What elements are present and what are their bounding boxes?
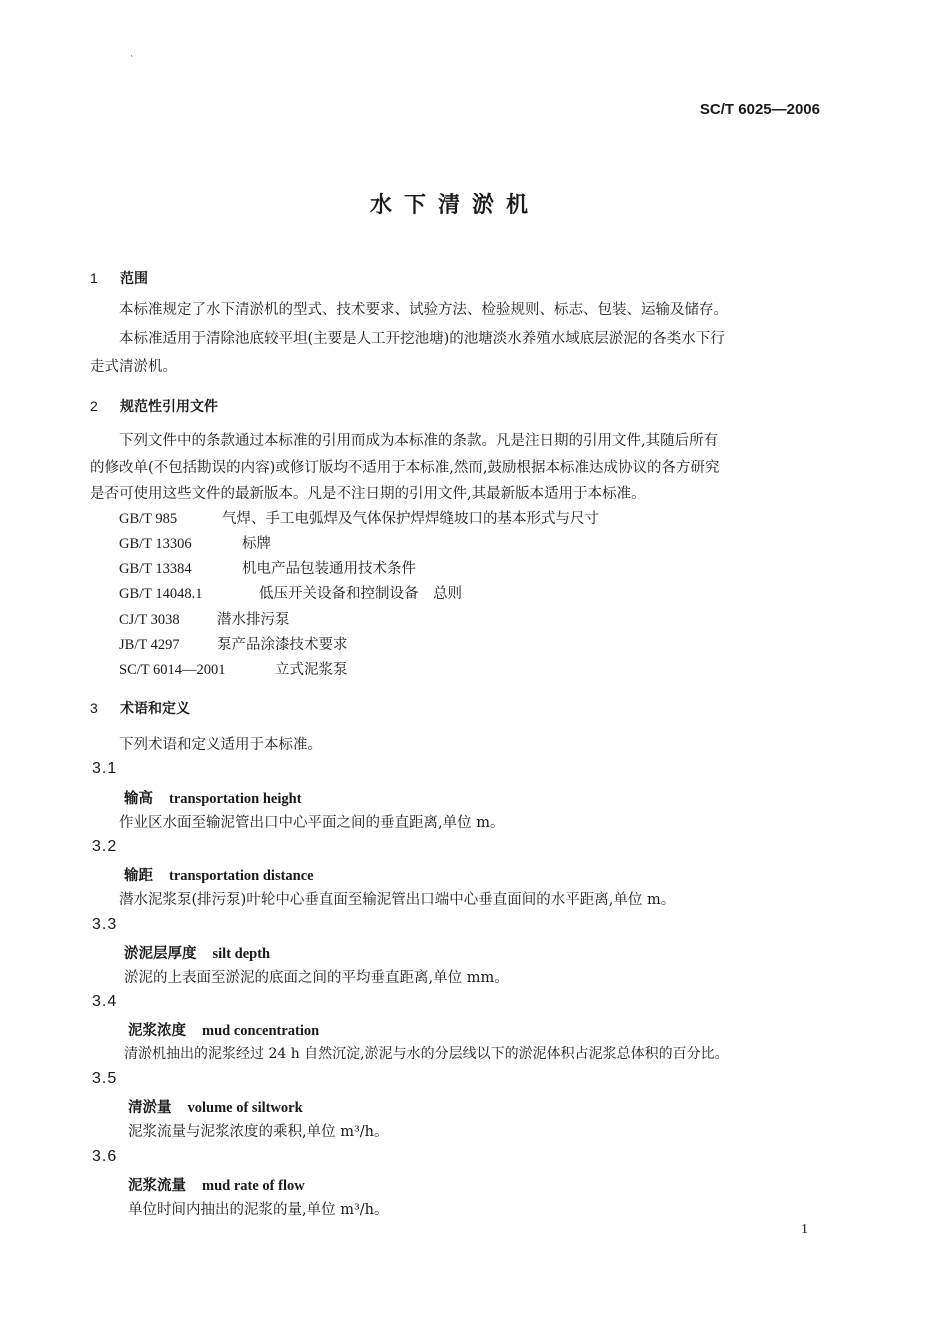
reference-item — [119, 658, 348, 679]
reference-name: 泵产品涂漆技术要求 — [217, 637, 348, 653]
document-title: 水下清淤机 — [369, 193, 540, 218]
section-number: 2 — [90, 398, 98, 414]
term-definition: 作业区水面至输泥管出口中心平面之间的垂直距离,单位 m。 — [119, 815, 505, 831]
paragraph-continuation: 走式清淤机。 — [90, 359, 177, 375]
reference-name: 机电产品包装通用技术条件 — [242, 561, 416, 577]
reference-code: GB/T 14048.1 — [119, 586, 203, 602]
paragraph-continuation: 的修改单(不包括勘误的内容)或修订版均不适用于本标准,然而,鼓励根据本标准达成协议的各方研究 — [90, 460, 720, 476]
term-chinese: 输距 — [124, 867, 153, 884]
term-number: 3.3 — [92, 916, 118, 933]
term-definition: 泥浆流量与泥浆浓度的乘积,单位 m³/h。 — [128, 1124, 389, 1140]
section-title: 规范性引用文件 — [120, 399, 218, 415]
term-definition: 淤泥的上表面至淤泥的底面之间的平均垂直距离,单位 mm。 — [124, 970, 509, 986]
reference-code: GB/T 13384 — [119, 561, 192, 577]
term-heading — [124, 864, 314, 885]
section-title: 术语和定义 — [120, 701, 190, 717]
reference-code: JB/T 4297 — [119, 637, 180, 653]
reference-code: SC/T 6014—2001 — [119, 662, 226, 678]
term-number: 3.1 — [92, 760, 118, 777]
page-number: 1 — [801, 1222, 808, 1237]
paragraph: 下列文件中的条款通过本标准的引用而成为本标准的条款。凡是注日期的引用文件,其随后所有 — [119, 433, 719, 449]
term-number: 3.5 — [92, 1070, 118, 1087]
term-english: transportation distance — [169, 868, 314, 884]
term-english: silt depth — [212, 946, 271, 962]
term-english: volume of siltwork — [187, 1100, 303, 1116]
term-number: 3.4 — [92, 993, 118, 1010]
reference-item — [119, 582, 462, 603]
reference-item — [119, 633, 348, 654]
term-chinese: 泥浆流量 — [128, 1177, 186, 1194]
reference-code: GB/T 13306 — [119, 536, 192, 552]
term-number: 3.2 — [92, 838, 118, 855]
standard-code: SC/T 6025—2006 — [699, 101, 820, 118]
term-chinese: 输高 — [124, 790, 153, 807]
section-title: 范围 — [120, 271, 148, 287]
term-english: transportation height — [169, 791, 302, 807]
term-heading — [128, 1174, 305, 1195]
term-heading — [128, 1019, 319, 1040]
reference-name: 气焊、手工电弧焊及气体保护焊焊缝坡口的基本形式与尺寸 — [222, 511, 599, 527]
term-heading — [124, 942, 270, 963]
term-heading — [128, 1096, 303, 1117]
term-chinese: 淤泥层厚度 — [124, 945, 197, 962]
reference-item — [119, 608, 290, 629]
reference-code: GB/T 985 — [119, 511, 178, 527]
section-2-heading — [90, 396, 218, 416]
reference-code: CJ/T 3038 — [119, 612, 180, 628]
term-chinese: 清淤量 — [128, 1099, 172, 1116]
term-definition: 清淤机抽出的泥浆经过 24 h 自然沉淀,淤泥与水的分层线以下的淤泥体积占泥浆总体积的百分比。 — [124, 1046, 729, 1062]
reference-item — [119, 507, 599, 528]
term-english: mud concentration — [202, 1023, 320, 1039]
term-definition: 单位时间内抽出的泥浆的量,单位 m³/h。 — [128, 1202, 389, 1218]
section-number: 3 — [90, 700, 98, 716]
reference-name: 标牌 — [242, 536, 271, 552]
reference-item — [119, 557, 416, 578]
term-definition: 潜水泥浆泵(排污泵)叶轮中心垂直面至输泥管出口端中心垂直面间的水平距离,单位 m。 — [119, 892, 676, 908]
term-english: mud rate of flow — [202, 1178, 305, 1194]
reference-name: 潜水排污泵 — [217, 612, 290, 628]
section-1-heading — [90, 268, 148, 288]
paragraph: 本标准适用于清除池底较平坦(主要是人工开挖池塘)的池塘淡水养殖水域底层淤泥的各类水下行 — [119, 331, 725, 347]
section-number: 1 — [90, 270, 98, 286]
term-heading — [124, 787, 302, 808]
reference-name: 低压开关设备和控制设备 总则 — [259, 586, 462, 602]
term-number: 3.6 — [92, 1148, 118, 1165]
reference-item — [119, 532, 271, 553]
paragraph: 下列术语和定义适用于本标准。 — [119, 737, 322, 753]
paragraph-continuation: 是否可使用这些文件的最新版本。凡是不注日期的引用文件,其最新版本适用于本标准。 — [90, 486, 646, 502]
term-chinese: 泥浆浓度 — [128, 1022, 186, 1039]
paragraph: 本标准规定了水下清淤机的型式、技术要求、试验方法、检验规则、标志、包装、运输及储存。 — [119, 302, 728, 318]
reference-name: 立式泥浆泵 — [275, 662, 348, 678]
section-3-heading — [90, 698, 190, 718]
scan-speck: ` — [130, 56, 135, 66]
